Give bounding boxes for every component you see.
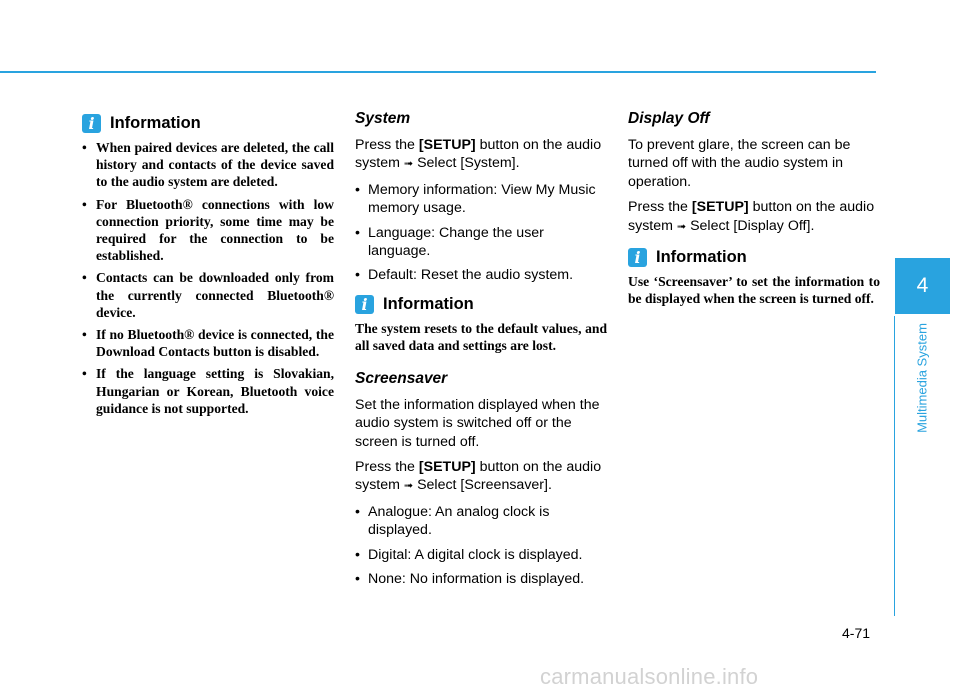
column-left [82, 110, 334, 422]
setup-key-label: [SETUP] [418, 137, 476, 153]
page-number: 4-71 [842, 625, 871, 641]
chapter-rule [894, 316, 895, 616]
screensaver-instruction [355, 458, 607, 496]
setup-key-label: [SETUP] [418, 459, 476, 476]
list-item: • None: No information is displayed. [355, 570, 607, 588]
list-item: • Memory information: View My Music memory usage. [355, 181, 607, 218]
list-item: • If no Bluetooth® device is connected, the Download Contacts button is disabled. [82, 326, 334, 360]
list-item: • Digital: A digital clock is displayed. [355, 546, 607, 564]
list-item: • Default: Reset the audio system. [355, 266, 607, 284]
screensaver-description: Set the information displayed when the audio system is switched off or the screen is turned off. [355, 396, 600, 450]
info-icon: i [82, 114, 101, 133]
chapter-label: Multimedia System [914, 323, 930, 433]
column-middle [355, 110, 607, 599]
header-rule [0, 71, 876, 73]
display-off-instruction [628, 198, 880, 236]
info-title: Information [383, 294, 474, 313]
info-icon: i [628, 248, 647, 267]
section-title-system: System [355, 110, 411, 127]
section-title-screensaver: Screensaver [355, 369, 448, 387]
arrow-right-icon: ➟ [403, 158, 414, 171]
info-text: Use ‘Screensaver’ to set the information to be displayed when the screen is turned off. [628, 274, 880, 307]
instruction-text: Press the [355, 459, 415, 476]
info-heading [82, 114, 334, 133]
list-item: • Contacts can be downloaded only from the currently connected Bluetooth® device. [82, 269, 334, 321]
screensaver-options-list [355, 503, 607, 589]
list-item: • Analogue: An analog clock is displayed. [355, 503, 607, 540]
instruction-text: Select [Screensaver]. [417, 477, 552, 494]
list-item: • When paired devices are deleted, the call history and contacts of the device saved to the audio system are deleted. [82, 139, 334, 191]
list-item: • Language: Change the user language. [355, 224, 607, 261]
info-heading [355, 295, 607, 314]
info-title: Information [110, 114, 201, 132]
system-instruction [355, 136, 607, 174]
watermark: carmanualsonline.info [540, 664, 759, 689]
info-list [82, 139, 334, 417]
list-item: • If the language setting is Slovakian, Hungarian or Korean, Bluetooth voice guidance is not supported. [82, 365, 334, 417]
arrow-right-icon: ➟ [403, 480, 414, 493]
display-off-description: To prevent glare, the screen can be turned off with the audio system in operation. [628, 137, 851, 190]
instruction-text: Select [Display Off]. [690, 217, 815, 234]
list-item: • For Bluetooth® connections with low connection priority, some time may be required for the connection to be established. [82, 196, 334, 265]
section-title-display-off: Display Off [628, 110, 710, 127]
system-options-list [355, 181, 607, 285]
arrow-right-icon: ➟ [676, 220, 687, 233]
info-title: Information [656, 248, 747, 267]
info-text: The system resets to the default values, and all saved data and settings are lost. [355, 320, 607, 353]
instruction-text: Press the [355, 137, 415, 153]
chapter-tab: 4 [895, 258, 950, 314]
instruction-text: button on the audio system [628, 199, 875, 234]
instruction-text: button on the audio system [355, 459, 602, 494]
info-icon: i [355, 295, 374, 314]
instruction-text: Select [System]. [417, 155, 520, 172]
setup-key-label: [SETUP] [691, 199, 749, 216]
column-right [628, 110, 880, 317]
instruction-text: button on the audio system [355, 137, 602, 172]
instruction-text: Press the [628, 199, 688, 216]
info-heading [628, 248, 880, 267]
